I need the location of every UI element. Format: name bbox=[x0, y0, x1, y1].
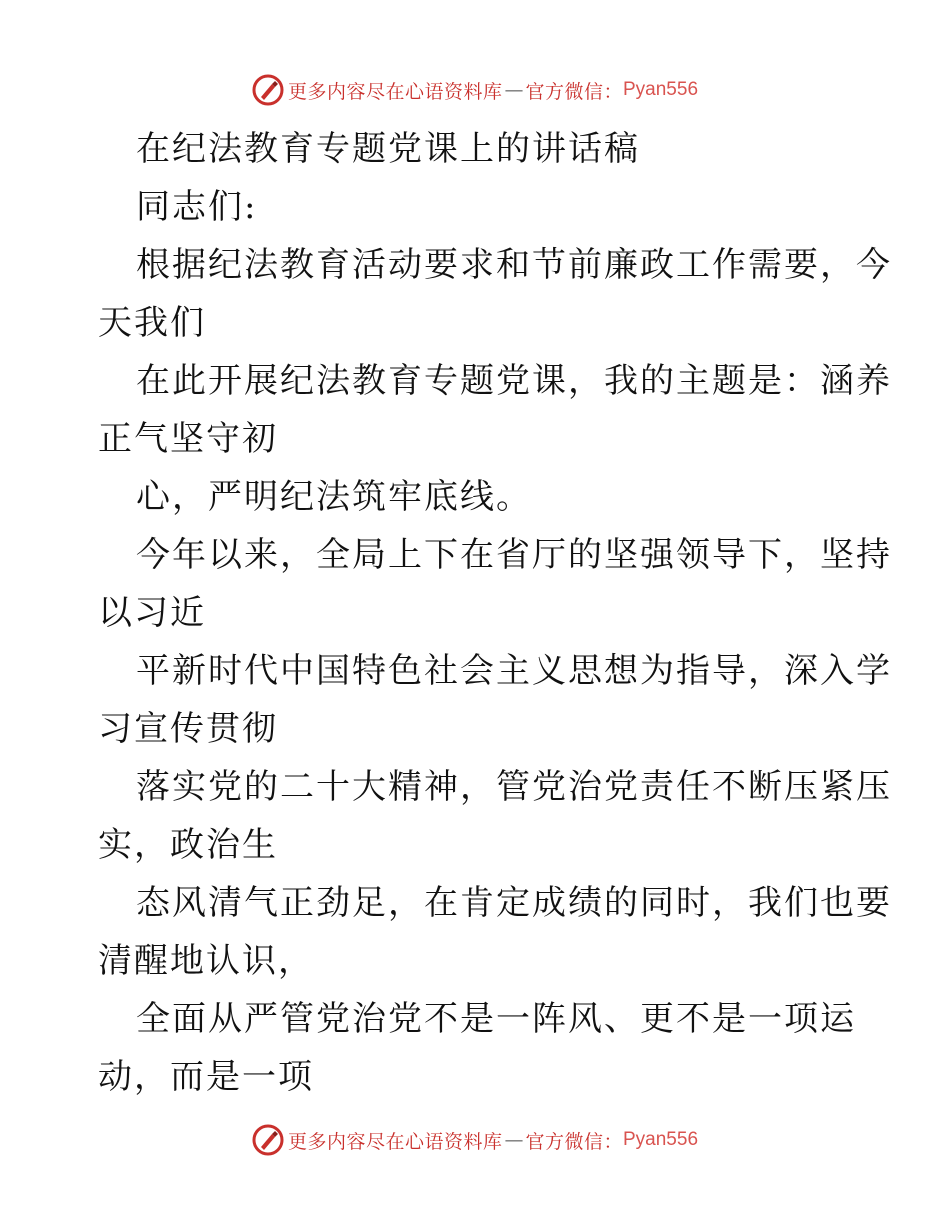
paragraph-line: 实，政治生 bbox=[98, 825, 278, 865]
salutation: 同志们: bbox=[136, 187, 258, 227]
document-title: 在纪法教育专题党课上的讲话稿 bbox=[136, 129, 640, 169]
document-body bbox=[98, 120, 892, 1106]
pen-logo-icon bbox=[252, 1124, 284, 1156]
watermark-text: 更多内容尽在心语资料库 bbox=[287, 80, 503, 103]
paragraph-line: 动，而是一项 bbox=[98, 1057, 314, 1097]
paragraph-line: 全面从严管党治党不是一阵风、更不是一项运 bbox=[136, 999, 856, 1039]
watermark-separator: — bbox=[504, 79, 524, 101]
paragraph-line: 心，严明纪法筑牢底线。 bbox=[136, 477, 532, 517]
watermark-separator: — bbox=[504, 1129, 524, 1151]
watermark-wechat-label: 官方微信： bbox=[525, 80, 623, 103]
paragraph-line: 今年以来，全局上下在省厅的坚强领导下，坚持 bbox=[136, 535, 892, 575]
paragraph-line: 平新时代中国特色社会主义思想为指导，深入学 bbox=[136, 651, 892, 691]
paragraph-line: 根据纪法教育活动要求和节前廉政工作需要，今 bbox=[136, 245, 892, 285]
paragraph-line: 习宣传贯彻 bbox=[98, 709, 278, 749]
paragraph-line: 正气坚守初 bbox=[98, 419, 278, 459]
paragraph-line: 清醒地认识， bbox=[98, 941, 314, 981]
footer-watermark-banner bbox=[0, 1120, 950, 1160]
paragraph-line: 在此开展纪法教育专题党课，我的主题是：涵养 bbox=[136, 361, 892, 401]
watermark-text: 更多内容尽在心语资料库 bbox=[287, 1130, 503, 1153]
paragraph-line: 以习近 bbox=[98, 593, 206, 633]
paragraph-line: 天我们 bbox=[98, 303, 206, 343]
watermark-wechat-label: 官方微信： bbox=[525, 1130, 623, 1153]
watermark-account: Pyan556 bbox=[623, 79, 699, 100]
pen-logo-icon bbox=[252, 74, 284, 106]
paragraph-line: 态风清气正劲足，在肯定成绩的同时，我们也要 bbox=[136, 883, 892, 923]
header-watermark-banner bbox=[0, 70, 950, 110]
watermark-account: Pyan556 bbox=[623, 1129, 699, 1150]
paragraph-line: 落实党的二十大精神，管党治党责任不断压紧压 bbox=[136, 767, 892, 807]
